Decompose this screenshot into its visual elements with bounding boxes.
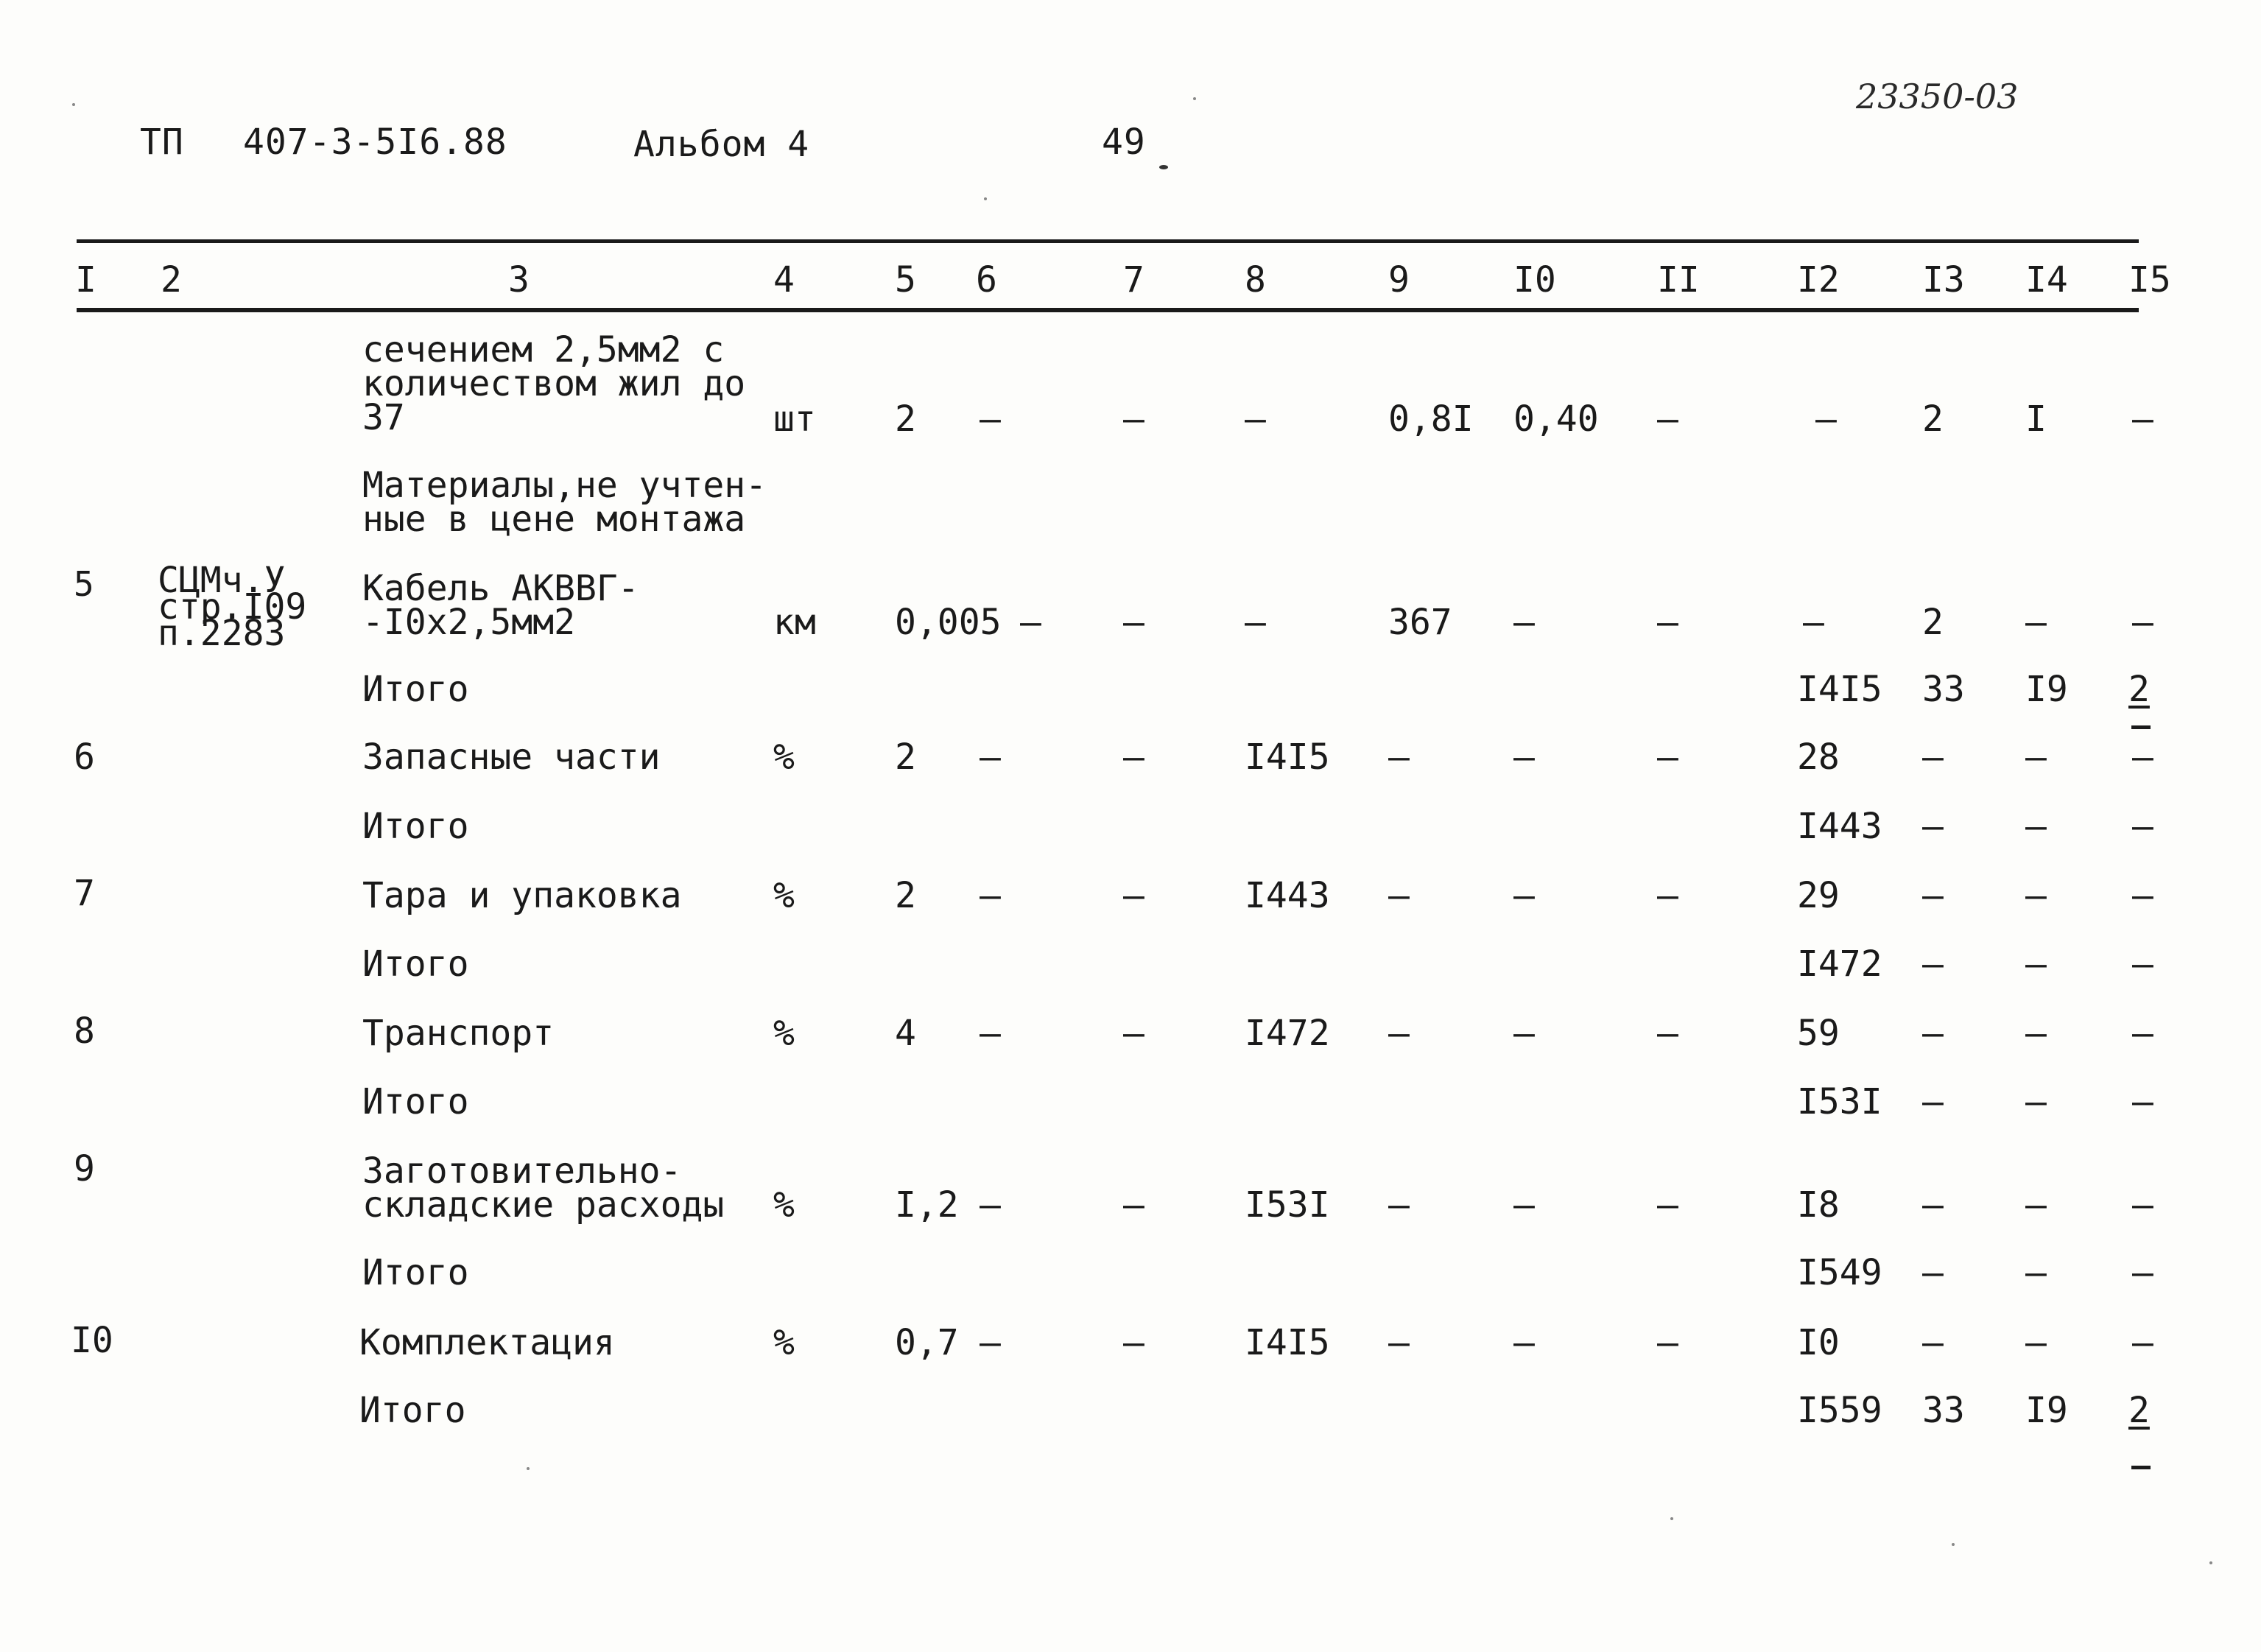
row-col12: I8 [1797, 1184, 1840, 1226]
column-number-5: 5 [895, 259, 916, 300]
row-description: Комплектация [359, 1322, 615, 1363]
scan-speck [1952, 1543, 1955, 1546]
tick-mark [2131, 1466, 2151, 1469]
row-description: Заготовительно- складские расходы [362, 1150, 725, 1226]
row-col7: – [1123, 398, 1144, 440]
row-col15: 2 [2128, 1390, 2150, 1431]
row-col13: – [1922, 737, 1944, 778]
row-col14: – [2025, 1322, 2047, 1363]
column-number-8: 8 [1245, 259, 1266, 300]
row-col6: – [980, 1322, 1001, 1363]
row-col11: – [1657, 1184, 1678, 1226]
column-number-10: I0 [1513, 259, 1556, 300]
row-col14: – [2025, 806, 2047, 847]
page-number: 49 [1102, 122, 1146, 163]
row-col12: I443 [1797, 806, 1882, 847]
row-col15: – [2132, 602, 2153, 643]
row-col12: I53I [1797, 1081, 1882, 1122]
row-col6: – [980, 875, 1001, 916]
row-col15: – [2132, 806, 2153, 847]
row-col15: – [2132, 1081, 2153, 1122]
row-col13: – [1922, 1322, 1944, 1363]
row-col11: – [1657, 1322, 1678, 1363]
row-col11: – [1657, 602, 1678, 643]
row-col6: – [1020, 602, 1041, 643]
scan-speck [72, 103, 75, 106]
row-col5: I,2 [895, 1184, 959, 1226]
column-number-14: I4 [2025, 259, 2068, 300]
row-col12: I4I5 [1797, 669, 1882, 710]
row-col8: – [1245, 602, 1266, 643]
row-number: 6 [74, 737, 95, 778]
row-col8: I4I5 [1245, 737, 1330, 778]
row-col13: – [1922, 875, 1944, 916]
row-col8: I443 [1245, 875, 1330, 916]
row-col7: – [1123, 875, 1144, 916]
row-col14: – [2025, 602, 2047, 643]
row-col15: – [2132, 1322, 2153, 1363]
row-col10: – [1513, 1322, 1535, 1363]
row-col13: – [1922, 1184, 1944, 1226]
column-number-12: I2 [1797, 259, 1840, 300]
subtotal-label: Итого [362, 1252, 469, 1293]
row-number: I0 [71, 1320, 113, 1361]
row-col15: – [2132, 398, 2153, 440]
row-number: 8 [74, 1010, 95, 1052]
row-col12: 59 [1797, 1013, 1840, 1054]
table-header-rule [77, 308, 2139, 312]
row-col8: I472 [1245, 1013, 1330, 1054]
row-col12: – [1815, 398, 1837, 440]
row-col12: I549 [1797, 1252, 1882, 1293]
row-col14: I9 [2025, 1390, 2068, 1431]
row-col13: – [1922, 1013, 1944, 1054]
row-col9: – [1388, 737, 1410, 778]
row-col7: – [1123, 1013, 1144, 1054]
column-number-15: I5 [2128, 259, 2171, 300]
row-col6: – [980, 737, 1001, 778]
row-col9: 367 [1388, 602, 1452, 643]
row-description: Тара и упаковка [362, 875, 682, 916]
inventory-number: 23350-03 [1856, 77, 2019, 116]
row-col6: – [980, 1013, 1001, 1054]
row-unit: % [773, 737, 795, 778]
row-col15: – [2132, 737, 2153, 778]
row-col14: I9 [2025, 669, 2068, 710]
row-col15: 2 [2128, 669, 2150, 710]
row-col15: – [2132, 943, 2153, 985]
row-number: 5 [74, 564, 94, 604]
row-col10: – [1513, 1013, 1535, 1054]
row-description: Транспорт [362, 1013, 555, 1054]
total-label: Итого [359, 1390, 466, 1431]
row-col6: – [980, 1184, 1001, 1226]
row-col14: – [2025, 1013, 2047, 1054]
row-col13: 33 [1922, 1390, 1965, 1431]
row-col7: – [1123, 1322, 1144, 1363]
column-number-3: 3 [508, 259, 530, 300]
column-number-2: 2 [161, 259, 182, 300]
row-col15: – [2132, 1013, 2153, 1054]
row-unit: % [773, 1184, 795, 1226]
row-col12: I0 [1797, 1322, 1840, 1363]
scan-speck [527, 1467, 530, 1470]
row-col13: – [1922, 1081, 1944, 1122]
row-col14: I [2025, 398, 2047, 440]
row-col14: – [2025, 1081, 2047, 1122]
section-heading: Материалы,не учтен- ные в цене монтажа [362, 465, 767, 540]
row-col13: 2 [1922, 602, 1944, 643]
subtotal-label: Итого [362, 669, 469, 710]
column-number-4: 4 [773, 259, 795, 300]
row-col5: 2 [895, 398, 916, 440]
row-col12: 29 [1797, 875, 1840, 916]
row-col11: – [1657, 398, 1678, 440]
row-col15: – [2132, 1252, 2153, 1293]
subtotal-label: Итого [362, 806, 469, 847]
row-col5: 4 [895, 1013, 916, 1054]
row-col13: – [1922, 806, 1944, 847]
row-col12: 28 [1797, 737, 1840, 778]
table-top-rule [77, 239, 2139, 243]
column-number-1: I [75, 259, 96, 300]
row-col10: – [1513, 737, 1535, 778]
row-col5: 0,005 [895, 602, 1002, 643]
row-col7: – [1123, 602, 1144, 643]
series-code: ТП [140, 122, 184, 163]
row-col15: – [2132, 1184, 2153, 1226]
row-unit: % [773, 875, 795, 916]
scan-speck [984, 197, 987, 200]
column-number-6: 6 [976, 259, 997, 300]
row-col9: – [1388, 1184, 1410, 1226]
row-col9: – [1388, 1013, 1410, 1054]
tick-mark [2131, 725, 2151, 729]
column-number-13: I3 [1922, 259, 1965, 300]
row-number: 9 [74, 1148, 95, 1189]
row-col7: – [1123, 1184, 1144, 1226]
album-label: Альбом 4 [633, 124, 810, 165]
row-col9: 0,8I [1388, 398, 1474, 440]
row-col13: 2 [1922, 398, 1944, 440]
row-col11: – [1657, 875, 1678, 916]
row-col12: I559 [1797, 1390, 1882, 1431]
column-number-9: 9 [1388, 259, 1410, 300]
row-col13: – [1922, 943, 1944, 985]
row-col7: – [1123, 737, 1144, 778]
row-col6: – [980, 398, 1001, 440]
row-col15: – [2132, 875, 2153, 916]
row-col8: I53I [1245, 1184, 1330, 1226]
row-col14: – [2025, 943, 2047, 985]
row-col5: 2 [895, 875, 916, 916]
row-col10: – [1513, 875, 1535, 916]
scan-speck [1193, 97, 1196, 100]
column-number-11: II [1657, 259, 1700, 300]
row-col11: – [1657, 1013, 1678, 1054]
subtotal-label: Итого [362, 1081, 469, 1122]
row-col8: – [1245, 398, 1266, 440]
row-col11: – [1657, 737, 1678, 778]
row-col9: – [1388, 875, 1410, 916]
row-col10: 0,40 [1513, 398, 1599, 440]
row-col12: – [1803, 602, 1824, 643]
row-description: Кабель АКВВГ- -I0x2,5мм2 [362, 568, 639, 643]
row-col14: – [2025, 1252, 2047, 1293]
row-unit: км [773, 602, 816, 643]
row-col5: 2 [895, 737, 916, 778]
row-col12: I472 [1797, 943, 1882, 985]
scan-speck [1670, 1517, 1673, 1520]
scan-speck [2209, 1561, 2212, 1564]
row-col14: – [2025, 737, 2047, 778]
row-col10: – [1513, 602, 1535, 643]
row-col14: – [2025, 1184, 2047, 1226]
row-col5: 0,7 [895, 1322, 959, 1363]
subtotal-label: Итого [362, 943, 469, 985]
row-col9: – [1388, 1322, 1410, 1363]
scan-speck [1159, 165, 1168, 169]
column-number-7: 7 [1123, 259, 1144, 300]
row-unit: % [773, 1322, 795, 1363]
row-col8: I4I5 [1245, 1322, 1330, 1363]
row-col14: – [2025, 875, 2047, 916]
row-description: Запасные части [362, 737, 661, 778]
row-col13: – [1922, 1252, 1944, 1293]
row-unit: % [773, 1013, 795, 1054]
row-reference: СЦМч.У стр.I09 п.2283 [158, 560, 307, 654]
row-number: 7 [74, 873, 95, 914]
row-col13: 33 [1922, 669, 1965, 710]
row-col10: – [1513, 1184, 1535, 1226]
project-code: 407-3-5I6.88 [243, 122, 507, 163]
row-description: сечением 2,5мм2 с количеством жил до 37 [362, 329, 746, 438]
row-unit: шт [773, 398, 816, 440]
